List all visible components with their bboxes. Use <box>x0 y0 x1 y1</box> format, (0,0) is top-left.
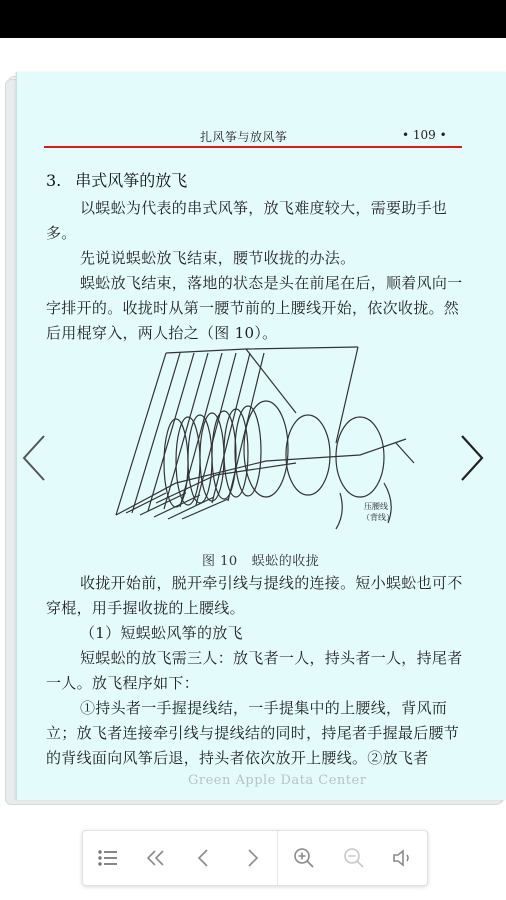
paragraph: ①持头者一手握提线结，一手提集中的上腰线，背风而立；放飞者连接牵引线与提线结的同时，持尾者手握最后腰节的背线面向风筝后退，持头者依次放开上腰线。②放飞者 <box>46 699 460 767</box>
running-title: 扎风筝与放风筝 <box>200 130 288 144</box>
zoom-out-button[interactable] <box>329 831 379 885</box>
paragraph: 以蜈蚣为代表的串式风筝，放飞难度较大，需要助手也多。 <box>46 199 448 242</box>
zoom-in-icon <box>292 846 316 870</box>
zoom-in-button[interactable] <box>279 831 329 885</box>
reader-toolbar <box>82 830 428 886</box>
chevron-right-icon[interactable] <box>456 432 488 484</box>
paragraph: 蜈蚣放飞结束，落地的状态是头在前尾在后，顺着风向一字排开的。收拢时从第一腰节前的上腰线开始，依次收拢。然后用棍穿入，两人抬之（图 10）。 <box>46 274 463 342</box>
chevron-left-icon[interactable] <box>18 432 50 484</box>
double-chevron-left-icon <box>144 846 168 870</box>
figure-annotation: 压腰线 <box>364 502 388 511</box>
figure-caption <box>202 550 319 569</box>
paragraph: 短蜈蚣的放飞需三人：放飞者一人，持头者一人，持尾者一人。放飞程序如下： <box>46 649 463 692</box>
figure-label: 图 10 <box>202 554 238 569</box>
paragraph: 先说说蜈蚣放飞结束，腰节收拢的办法。 <box>80 249 356 267</box>
previous-page-button[interactable] <box>179 831 229 885</box>
figure-annotation: （背线） <box>362 513 394 522</box>
toc-list-icon <box>96 846 120 870</box>
paragraph: 收拢开始前，脱开牵引线与提线的连接。短小蜈蚣也可不穿棍，用手握收拢的上腰线。 <box>46 574 463 617</box>
watermark: Green Apple Data Center <box>188 773 367 788</box>
speaker-icon <box>390 846 414 870</box>
page-number: • 109 • <box>402 128 447 142</box>
section-title <box>46 168 187 191</box>
section-title-text: 串式风筝的放飞 <box>75 171 188 190</box>
toc-button[interactable] <box>83 831 133 885</box>
zoom-out-icon <box>342 846 366 870</box>
next-page-button[interactable] <box>227 831 277 885</box>
chevron-left-icon <box>192 846 216 870</box>
subsection-heading: （1）短蜈蚣风筝的放飞 <box>80 624 243 642</box>
section-number: 3. <box>46 171 62 190</box>
first-page-button[interactable] <box>131 831 181 885</box>
figure-caption-text: 蜈蚣的收拢 <box>251 554 320 569</box>
read-aloud-button[interactable] <box>377 831 427 885</box>
header-rule <box>44 146 462 148</box>
toolbar-divider <box>277 831 278 885</box>
chevron-right-icon <box>240 846 264 870</box>
centipede-kite-figure <box>96 343 426 543</box>
status-bar <box>0 0 506 38</box>
